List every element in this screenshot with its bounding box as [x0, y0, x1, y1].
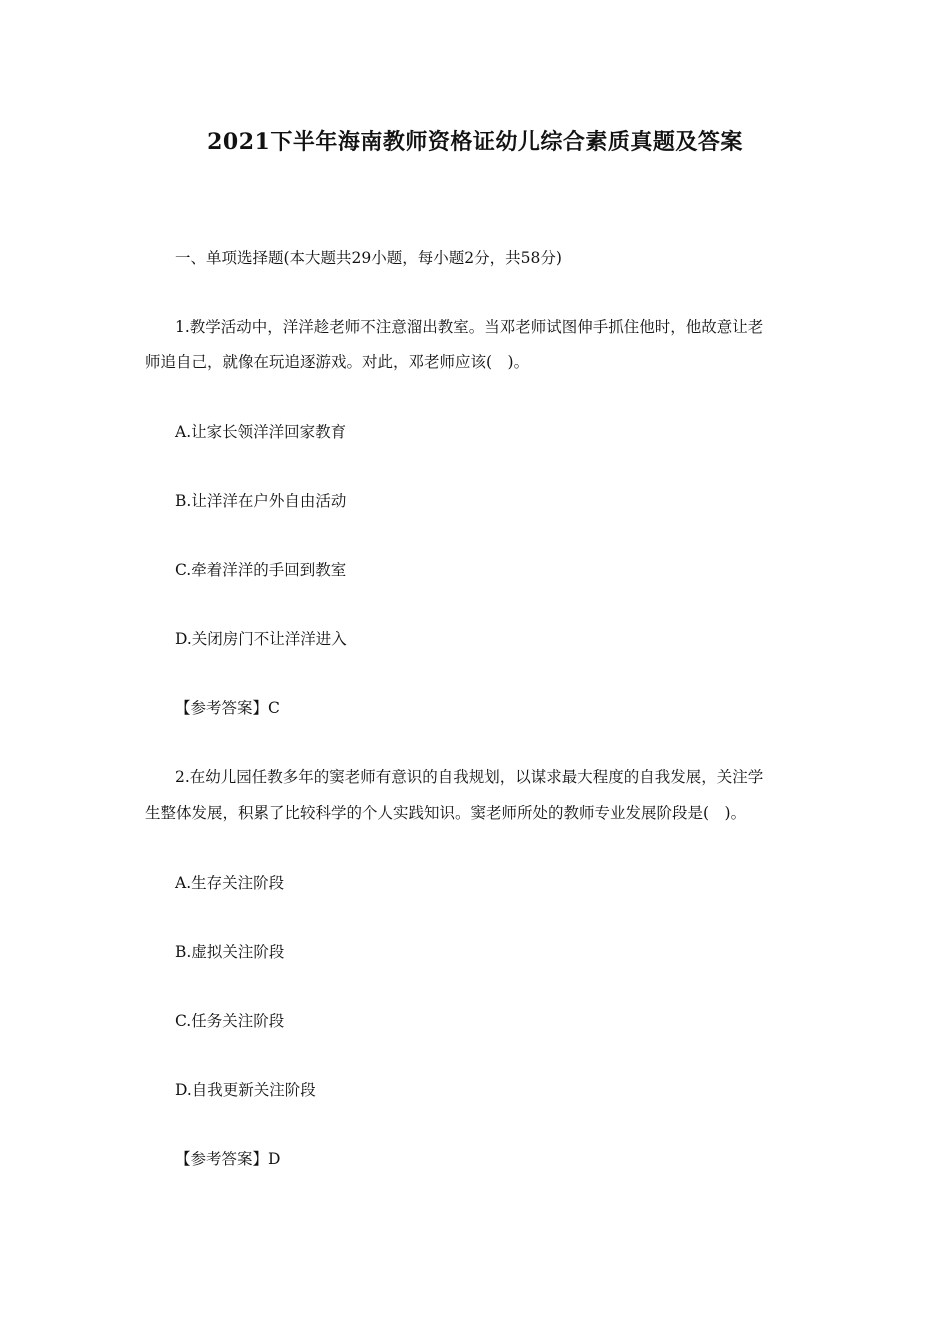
question-2-option-b: B.虚拟关注阶段: [175, 943, 285, 961]
question-1-stem-line-2: 师追自己，就像在玩追逐游戏。对此，邓老师应该( )。: [145, 353, 530, 371]
question-2-stem-line-2: 生整体发展，积累了比较科学的个人实践知识。窦老师所处的教师专业发展阶段是( )。: [145, 804, 747, 822]
question-2-option-d: D.自我更新关注阶段: [175, 1081, 316, 1099]
question-1-answer: 【参考答案】C: [175, 699, 280, 717]
question-2-option-c: C.任务关注阶段: [175, 1012, 285, 1030]
question-1-option-d: D.关闭房门不让洋洋进入: [175, 630, 347, 648]
question-2-option-a: A.生存关注阶段: [175, 874, 285, 892]
question-1-option-b: B.让洋洋在户外自由活动: [175, 492, 347, 510]
question-1-stem-line-1: 1.教学活动中，洋洋趁老师不注意溜出教室。当邓老师试图伸手抓住他时，他故意让老: [175, 318, 764, 336]
document-title: 2021下半年海南教师资格证幼儿综合素质真题及答案: [207, 129, 743, 155]
question-2-stem-line-1: 2.在幼儿园任教多年的窦老师有意识的自我规划，以谋求最大程度的自我发展，关注学: [175, 768, 764, 786]
question-1-option-a: A.让家长领洋洋回家教育: [175, 423, 347, 441]
question-2-answer: 【参考答案】D: [175, 1150, 281, 1168]
section-heading: 一、单项选择题(本大题共29小题，每小题2分，共58分): [175, 249, 562, 267]
question-1-option-c: C.牵着洋洋的手回到教室: [175, 561, 347, 579]
